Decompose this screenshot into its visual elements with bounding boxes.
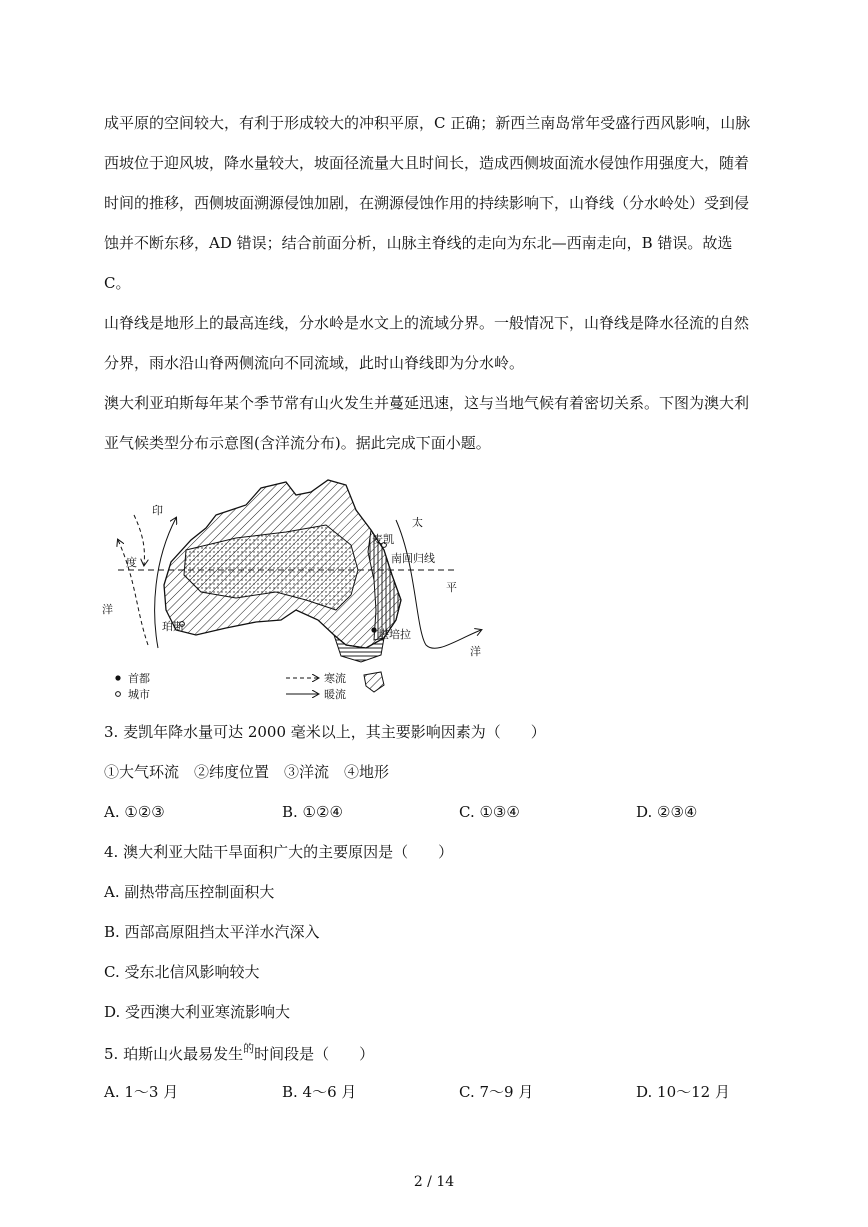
label-tai: 太 xyxy=(412,516,423,529)
label-canberra: 堪培拉 xyxy=(378,628,411,641)
label-tropic: 南回归线 xyxy=(391,552,435,565)
q3-option-b: B. ①②④ xyxy=(282,803,343,821)
legend-capital-symbol xyxy=(115,675,120,680)
q5-stem-after: 时间段是（ ） xyxy=(254,1045,375,1063)
q5-stem-sup: 的 xyxy=(243,1042,255,1055)
q5-stem xyxy=(104,1044,374,1066)
q4-option-b: B. 西部高原阻挡太平洋水汽深入 xyxy=(104,923,320,941)
text-line-9: 亚气候类型分布示意图(含洋流分布)。据此完成下面小题。 xyxy=(104,434,491,452)
label-yang-west: 洋 xyxy=(102,603,113,616)
legend-city-label: 城市 xyxy=(128,688,150,701)
text-line-7: 分界，雨水沿山脊两侧流向不同流域，此时山脊线即为分水岭。 xyxy=(104,354,525,372)
legend-warm-label: 暖流 xyxy=(324,688,346,701)
q4-option-c: C. 受东北信风影响较大 xyxy=(104,963,260,981)
q3-factors: ①大气环流 ②纬度位置 ③洋流 ④地形 xyxy=(104,763,390,781)
page-number: 2 / 14 xyxy=(413,1174,455,1190)
q5-option-c: C. 7～9 月 xyxy=(459,1083,534,1101)
text-line-2: 西坡位于迎风坡，降水量较大，坡面径流量大且时间长，造成西侧坡面流水侵蚀作用强度大，随着 xyxy=(104,154,750,172)
q3-option-d: D. ②③④ xyxy=(636,803,698,821)
label-yang-east: 洋 xyxy=(470,645,481,658)
q5-option-a: A. 1～3 月 xyxy=(104,1083,179,1101)
q5-stem-before: 5. 珀斯山火最易发生 xyxy=(104,1045,244,1063)
text-line-3: 时间的推移，西侧坡面溯源侵蚀加剧，在溯源侵蚀作用的持续影响下，山脊线（分水岭处）受到侵 xyxy=(104,194,750,212)
text-line-1: 成平原的空间较大，有利于形成较大的冲积平原，C 正确；新西兰南岛常年受盛行西风影响，山脉 xyxy=(104,114,751,132)
legend-capital-label: 首都 xyxy=(128,672,150,685)
australia-climate-map xyxy=(96,470,516,710)
text-line-8: 澳大利亚珀斯每年某个季节常有山火发生并蔓延迅速，这与当地气候有着密切关系。下图为澳大利 xyxy=(104,394,750,412)
q4-option-a: A. 副热带高压控制面积大 xyxy=(104,883,275,901)
label-du: 度 xyxy=(126,556,137,569)
q4-option-d: D. 受西澳大利亚寒流影响大 xyxy=(104,1003,291,1021)
q3-option-c: C. ①③④ xyxy=(459,803,520,821)
q3-option-a: A. ①②③ xyxy=(104,803,165,821)
q5-option-b: B. 4～6 月 xyxy=(282,1083,357,1101)
label-perth: 珀斯 xyxy=(162,620,184,633)
text-line-5: C。 xyxy=(104,274,131,292)
text-line-6: 山脊线是地形上的最高连线，分水岭是水文上的流域分界。一般情况下，山脊线是降水径流的自然 xyxy=(104,314,750,332)
q4-stem: 4. 澳大利亚大陆干旱面积广大的主要原因是（ ） xyxy=(104,843,454,861)
label-yin: 印 xyxy=(152,504,163,517)
capital-canberra xyxy=(371,627,376,632)
text-line-4: 蚀并不断东移，AD 错误；结合前面分析，山脉主脊线的走向为东北—西南走向，B 错误。故选 xyxy=(104,234,733,252)
legend-cold-label: 寒流 xyxy=(324,672,346,685)
legend-city-symbol xyxy=(116,692,121,697)
tasmania xyxy=(364,672,384,692)
q3-stem: 3. 麦凯年降水量可达 2000 毫米以上，其主要影响因素为（ ） xyxy=(104,723,546,741)
q5-option-d: D. 10～12 月 xyxy=(636,1083,730,1101)
label-ping: 平 xyxy=(446,581,457,594)
label-maikai: 麦凯 xyxy=(372,533,394,546)
